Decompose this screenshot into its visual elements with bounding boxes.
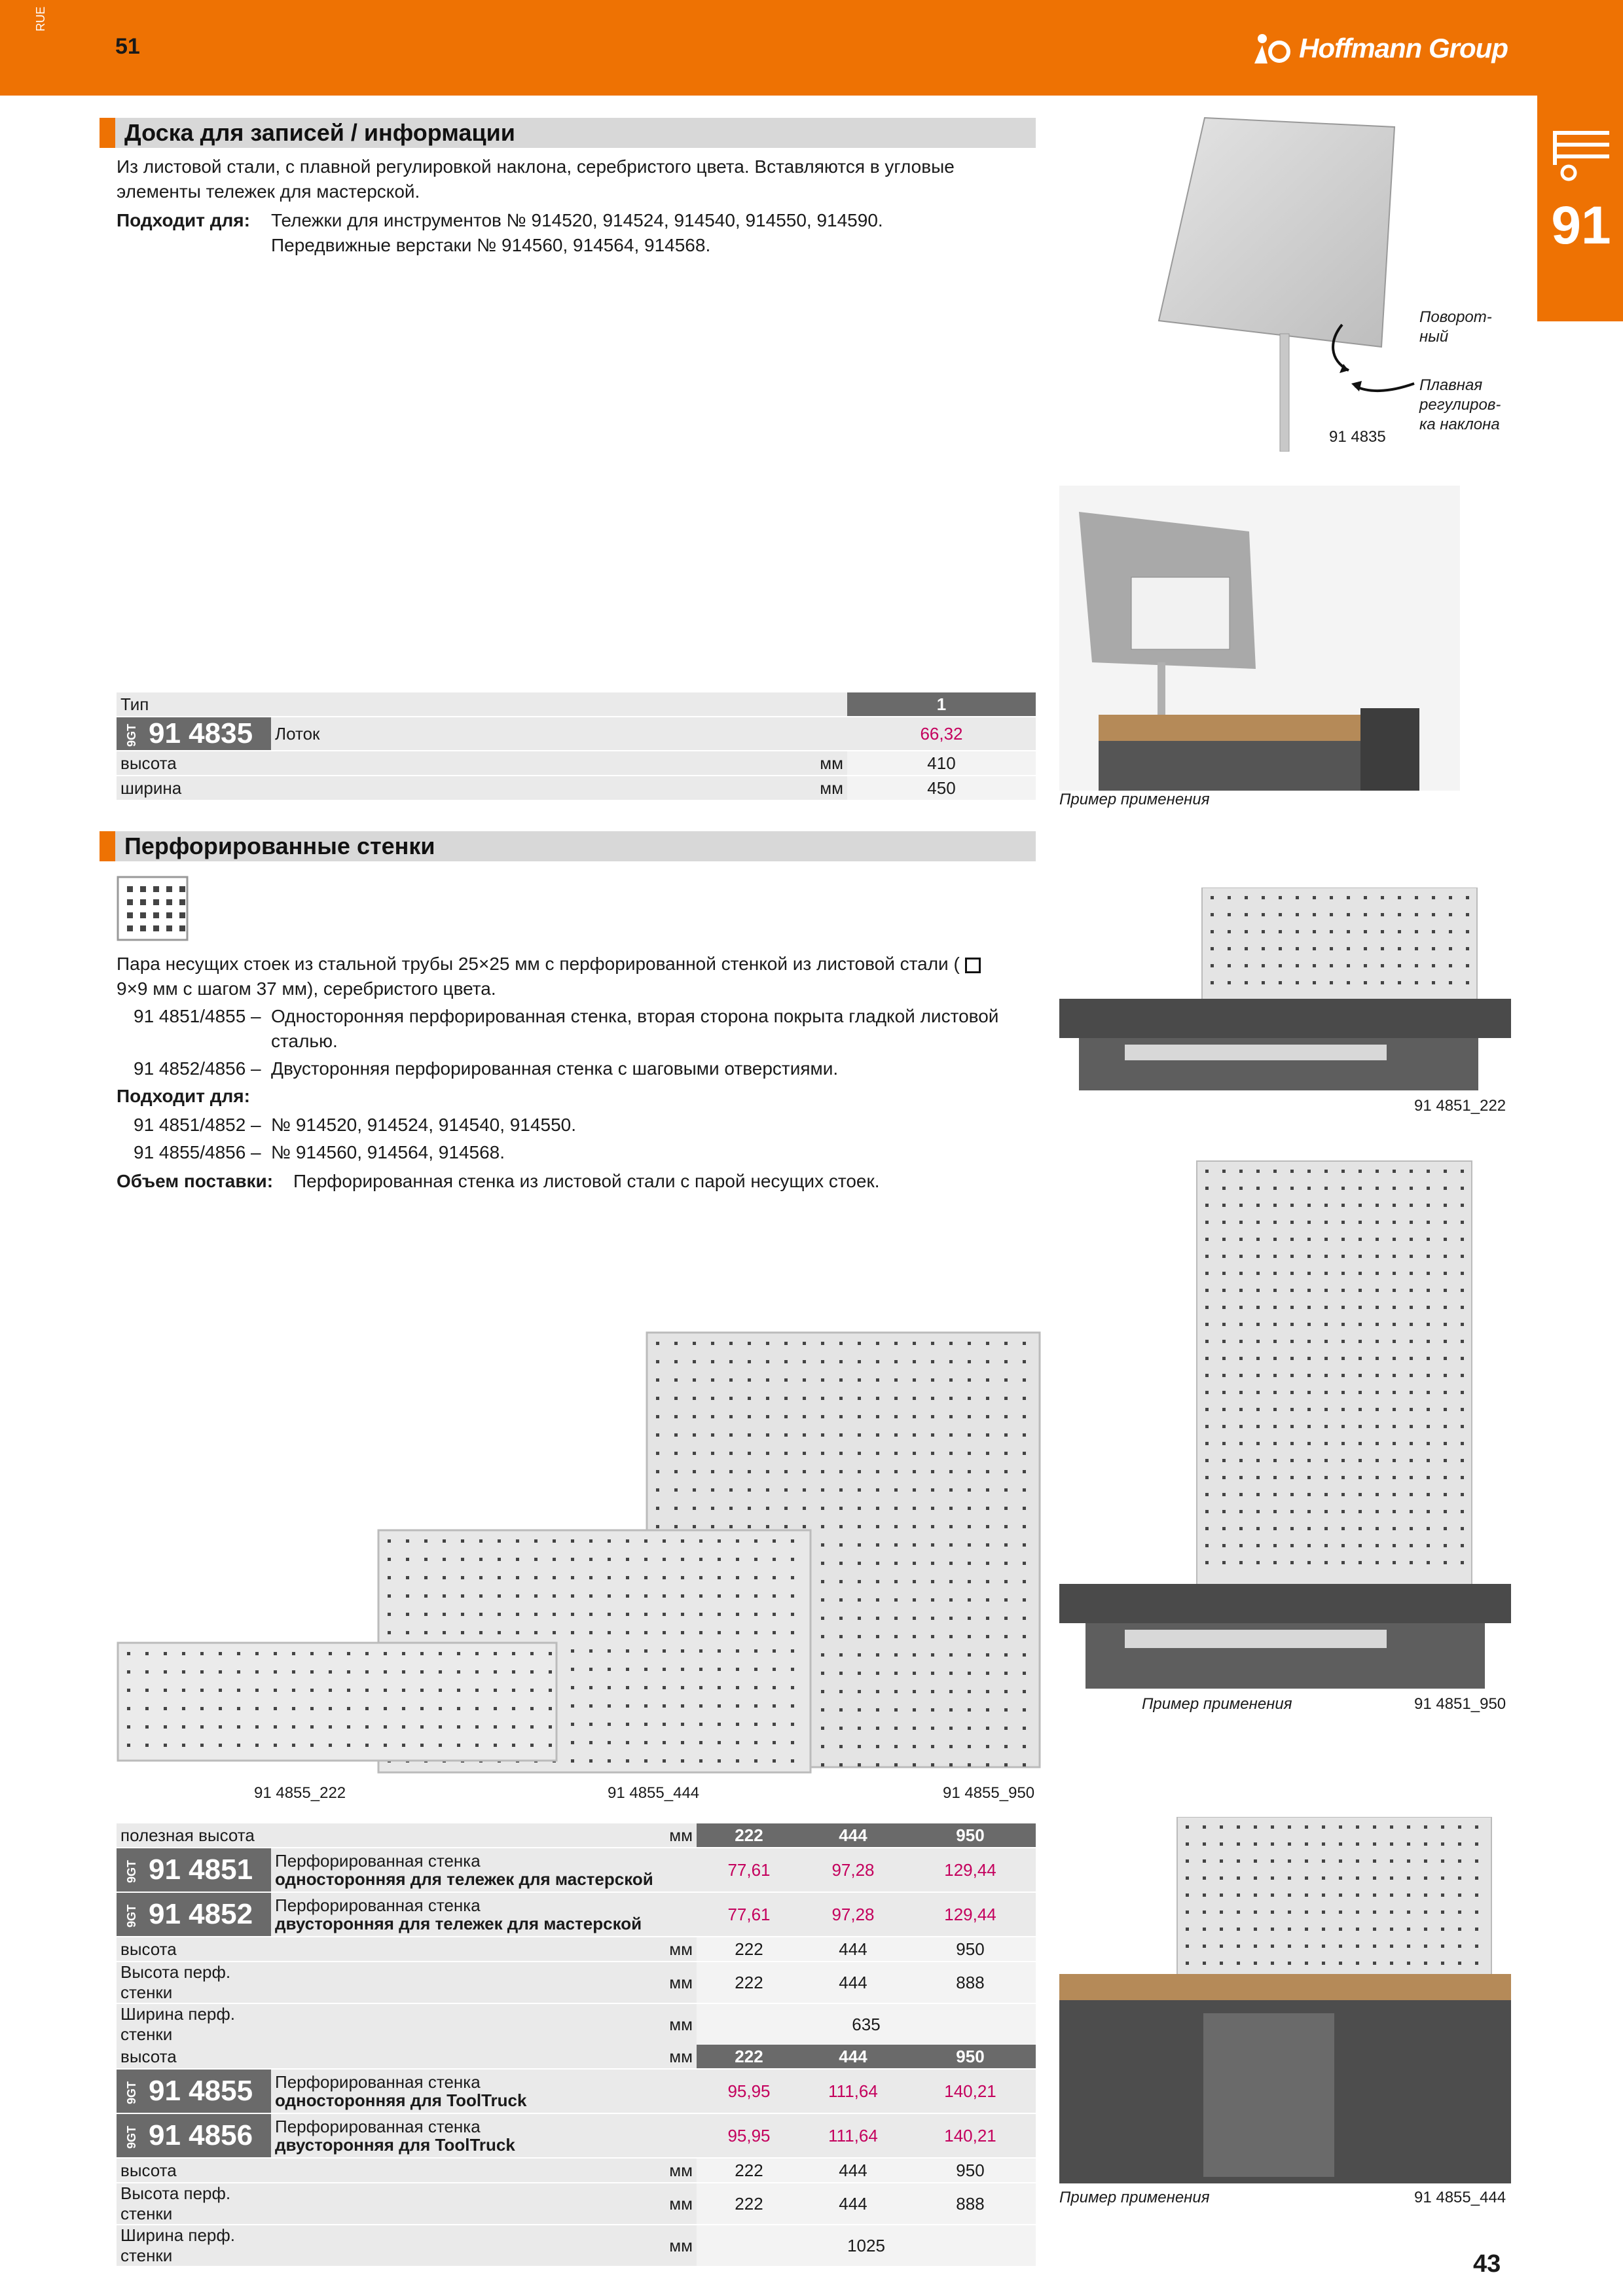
fits-line-2: Передвижные верстаки № 914560, 914564, 914568. bbox=[271, 235, 711, 255]
callout-rotate: Поворот- ный bbox=[1419, 308, 1492, 346]
fits-label-2: Подходит для: bbox=[117, 1086, 250, 1106]
fits-label: Подходит для: bbox=[117, 210, 250, 230]
curved-arrow-icon bbox=[1329, 321, 1421, 399]
image-label: 91 4851_222 bbox=[1414, 1097, 1506, 1115]
example-caption-2: Пример применения bbox=[1142, 1695, 1292, 1713]
catalog-page-number: 51 bbox=[115, 34, 140, 59]
scope-label: Объем поставки: bbox=[117, 1171, 274, 1191]
variant-code: 91 4851/4855 – bbox=[134, 1006, 261, 1026]
article-number: 9GT 91 4852 bbox=[117, 1892, 271, 1937]
image-label: 91 4851_950 bbox=[1414, 1695, 1506, 1713]
chapter-number: 91 bbox=[1551, 196, 1611, 255]
article-number: 9GT 91 4851 bbox=[117, 1848, 271, 1892]
perforated-tooltruck-table: высота мм 222 444 950 9GT 91 4855 Перфорированная стенка односторонняя для ToolTruck 95,95 111,64 140,21 9GT 91 4856 Перфорированная стенка двусторонняя для ToolTruck 95,95 111,64 140,21 высота мм 222 444 950 Высота перф. стенки мм 222 444 888 Ширина перф. стенки мм 1025 bbox=[117, 2045, 1036, 2267]
panel-label: 91 4855_222 bbox=[254, 1784, 346, 1802]
fits-code: 91 4855/4856 – bbox=[134, 1142, 261, 1162]
trolley-with-panel-950-image bbox=[1059, 1158, 1511, 1689]
type-value: 1 bbox=[847, 692, 1036, 717]
board-description: Из листовой стали, с плавной регулировкой наклона, серебристого цвета. Вставляются в угловые элементы тележек для мастерской. bbox=[117, 156, 955, 202]
article-name: Перфорированная стенка односторонняя для тележек для мастерской bbox=[271, 1848, 697, 1892]
trolley-with-panel-222-image bbox=[1059, 888, 1511, 1090]
section-title: Перфорированные стенки bbox=[124, 833, 435, 859]
board-spec-table: Тип 1 9GT 91 4835 Лоток 66,32 высота мм 410 ширина мм 450 bbox=[117, 692, 1036, 801]
tooltruck-with-panel-image bbox=[1059, 1817, 1511, 2183]
article-number: 9GT 91 4856 bbox=[117, 2113, 271, 2158]
brand-logo bbox=[1253, 29, 1508, 68]
fits-text: № 914560, 914564, 914568. bbox=[271, 1142, 505, 1162]
example-caption-1: Пример применения bbox=[1059, 791, 1210, 808]
spec-label: ширина bbox=[117, 776, 271, 800]
article-name: Перфорированная стенка двусторонняя для ToolTruck bbox=[271, 2113, 697, 2158]
footer-page-number: 43 bbox=[1473, 2250, 1501, 2278]
square-hole-icon bbox=[965, 958, 981, 973]
board-image-label: 91 4835 bbox=[1329, 428, 1386, 446]
panel-label: 91 4855_444 bbox=[608, 1784, 700, 1802]
fits-code: 91 4851/4852 – bbox=[134, 1115, 261, 1135]
tool-trolley-icon bbox=[1550, 128, 1612, 183]
spec-value: 410 bbox=[847, 751, 1036, 776]
article-number: 9GT 91 4855 bbox=[117, 2069, 271, 2113]
board-example-photo bbox=[1059, 486, 1460, 791]
article-price: 66,32 bbox=[847, 717, 1036, 751]
article-name: Лоток bbox=[271, 717, 847, 751]
article-name: Перфорированная стенка двусторонняя для тележек для мастерской bbox=[271, 1892, 697, 1937]
section-title: Доска для записей / информации bbox=[124, 119, 515, 146]
article-name: Перфорированная стенка односторонняя для ToolTruck bbox=[271, 2069, 697, 2113]
image-label: 91 4855_444 bbox=[1414, 2189, 1506, 2206]
scope-text: Перфорированная стенка из листовой стали с парой несущих стоек. bbox=[293, 1171, 880, 1191]
perforation-pattern-icon bbox=[117, 876, 189, 941]
perforated-intro: Пара несущих стоек из стальной трубы 25×25 мм с перфорированной стенкой из листовой стали ( 9×9 мм с шагом 37 мм), серебристого цвета. bbox=[117, 952, 1033, 1001]
variant-text: Односторонняя перфорированная стенка, вторая сторона покрыта гладкой листовой сталью. bbox=[271, 1006, 999, 1051]
spec-label: высота bbox=[117, 751, 271, 776]
perforated-panels-image bbox=[111, 1322, 1041, 1774]
perforated-workshop-table: полезная высота мм 222 444 950 9GT 91 4851 Перфорированная стенка односторонняя для тележек для мастерской 77,61 97,28 129,44 9GT 91 4852 Перфорированная стенка двусторонняя для тележек для мастерской 77,61 97,28 129,44 высота мм 222 444 950 Высота перф. стенки мм 222 444 888 Ширина перф. стенки мм 635 bbox=[117, 1823, 1036, 2046]
spec-value: 450 bbox=[847, 776, 1036, 800]
variant-code: 91 4852/4856 – bbox=[134, 1058, 261, 1079]
writing-board-image bbox=[1139, 111, 1401, 452]
variant-text: Двусторонняя перфорированная стенка с шаговыми отверстиями. bbox=[271, 1058, 839, 1079]
section-heading-board bbox=[100, 118, 1036, 148]
callout-tilt: Плавная регулиров- ка наклона bbox=[1419, 376, 1501, 433]
example-caption-3: Пример применения bbox=[1059, 2189, 1210, 2206]
fits-line-1: Тележки для инструментов № 914520, 914524, 914540, 914550, 914590. bbox=[271, 210, 883, 230]
fits-text: № 914520, 914524, 914540, 914550. bbox=[271, 1115, 577, 1135]
panel-label: 91 4855_950 bbox=[943, 1784, 1035, 1802]
section-heading-perforated bbox=[100, 831, 1036, 861]
article-number: 9GT 91 4835 bbox=[117, 717, 271, 751]
language-code: RUE bbox=[34, 6, 47, 31]
brand-name: Hoffmann Group bbox=[1299, 33, 1508, 63]
type-label: Тип bbox=[117, 692, 847, 717]
hoffmann-logo-icon bbox=[1253, 32, 1292, 65]
